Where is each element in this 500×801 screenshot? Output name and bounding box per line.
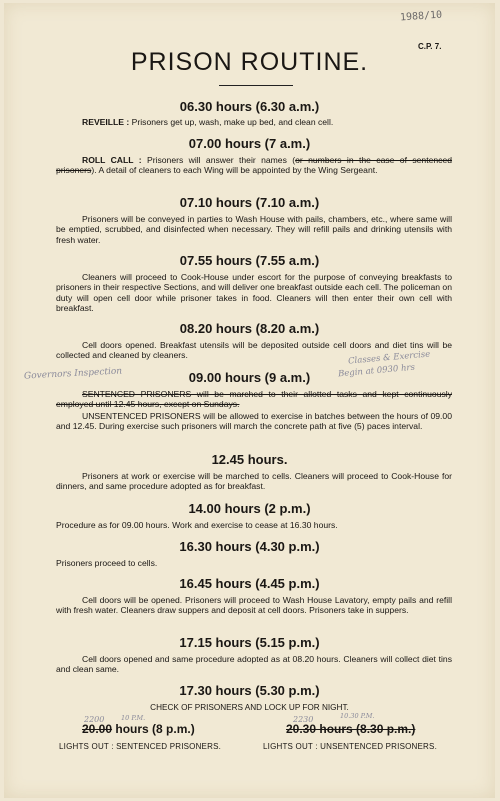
handwritten-correction: 2230 bbox=[293, 715, 314, 724]
entry-text: ). A detail of cleaners to each Wing will be appointed by the Wing Sergeant. bbox=[91, 165, 378, 176]
lights-out-time-sentenced bbox=[82, 722, 195, 736]
entry-paragraph: Prisoners proceed to cells. bbox=[56, 558, 158, 568]
document-sheet bbox=[4, 3, 495, 798]
entry-paragraph: Procedure as for 09.00 hours. Work and exercise to cease at 16.30 hours. bbox=[56, 520, 338, 530]
title-rule bbox=[219, 85, 293, 86]
entry-paragraph: Prisoners at work or exercise will be marched to cells. Cleaners will proceed to Cook-House for dinners, and same procedure adopted as for breakfast. bbox=[56, 471, 452, 492]
time-heading: 16.30 hours (4.30 p.m.) bbox=[179, 539, 320, 554]
lights-out-label-sentenced: LIGHTS OUT : SENTENCED PRISONERS. bbox=[59, 742, 222, 751]
lights-out-time-unsentenced: 20.30 hours (8.30 p.m.) bbox=[286, 722, 416, 736]
time-heading: 09.00 hours (9 a.m.) bbox=[188, 370, 311, 385]
entry-paragraph bbox=[56, 117, 452, 127]
time-heading: 07.55 hours (7.55 a.m.) bbox=[179, 253, 320, 268]
struck-paragraph: SENTENCED PRISONERS will be marched to their allotted tasks and kept continuously employed until 12.45 hours, except on Sundays. bbox=[56, 389, 452, 410]
time-rest: hours (8 p.m.) bbox=[115, 722, 195, 736]
time-heading: 08.20 hours (8.20 a.m.) bbox=[179, 321, 320, 336]
time-heading: 07.00 hours (7 a.m.) bbox=[188, 136, 311, 151]
handwritten-note: Begin at 0930 hrs bbox=[337, 362, 416, 380]
struck-text: or numbers in the case of sentenced prisoners bbox=[56, 155, 452, 176]
entry-text: Prisoners get up, wash, make up bed, and clean cell. bbox=[131, 117, 334, 127]
entry-paragraph: Cell doors will be opened. Prisoners will proceed to Wash House Lavatory, empty pails and refill with fresh water. Cleaners draw suppers and deposit at cell doors. Prisoners take in suppers. bbox=[56, 595, 452, 616]
handwritten-correction: 2200 bbox=[84, 715, 105, 724]
time-heading: 06.30 hours (6.30 a.m.) bbox=[179, 99, 320, 114]
time-heading: 16.45 hours (4.45 p.m.) bbox=[179, 576, 320, 591]
page-title: PRISON ROUTINE. bbox=[130, 48, 369, 76]
entry-paragraph: Cell doors opened and same procedure adopted as at 08.20 hours. Cleaners will collect diet tins and clean same. bbox=[56, 654, 452, 675]
entry-paragraph bbox=[56, 155, 452, 176]
entry-text: Prisoners will answer their names ( bbox=[146, 155, 296, 165]
time-heading: 17.15 hours (5.15 p.m.) bbox=[179, 635, 320, 650]
entry-label: REVEILLE : bbox=[82, 117, 130, 127]
entry-paragraph: Cleaners will proceed to Cook-House under escort for the purpose of conveying breakfasts to prisoners in their respective Sections, and will deliver one breakfast outside each cell. The policeman on duty will open cell door while prisoner takes in food. Cleaners will then enter their own cell with breakfast. bbox=[56, 272, 452, 314]
time-heading: 07.10 hours (7.10 a.m.) bbox=[179, 195, 320, 210]
time-heading: 17.30 hours (5.30 p.m.) bbox=[179, 683, 320, 698]
struck-time: 20.00 bbox=[82, 722, 113, 736]
entry-label: ROLL CALL : bbox=[82, 155, 142, 165]
time-heading: 14.00 hours (2 p.m.) bbox=[188, 501, 311, 516]
time-heading: 12.45 hours. bbox=[211, 452, 288, 467]
handwritten-correction: 10.30 P.M. bbox=[340, 712, 375, 720]
lockup-text: CHECK OF PRISONERS AND LOCK UP FOR NIGHT. bbox=[150, 703, 349, 712]
entry-paragraph: UNSENTENCED PRISONERS will be allowed to exercise in batches between the hours of 09.00 and 12.45. During exercise such prisoners will march the concrete path at five (5) paces interval. bbox=[56, 411, 452, 432]
handwritten-note: Classes & Exercise bbox=[347, 349, 431, 367]
entry-paragraph: Cell doors opened. Breakfast utensils will be deposited outside cell doors and diet tins will be collected and cleaned by cleaners. bbox=[56, 340, 452, 361]
handwritten-reference: 1988/10 bbox=[399, 9, 443, 24]
handwritten-correction: 10 P.M. bbox=[121, 714, 146, 722]
lights-out-label-unsentenced: LIGHTS OUT : UNSENTENCED PRISONERS. bbox=[263, 742, 437, 751]
entry-paragraph: Prisoners will be conveyed in parties to Wash House with pails, chambers, etc., where same will be emptied, scrubbed, and disinfected when necessary. They will refill pails and drinking utensils with fresh water. bbox=[56, 214, 452, 245]
form-code: C.P. 7. bbox=[418, 42, 442, 51]
handwritten-note: Governors Inspection bbox=[23, 366, 123, 382]
